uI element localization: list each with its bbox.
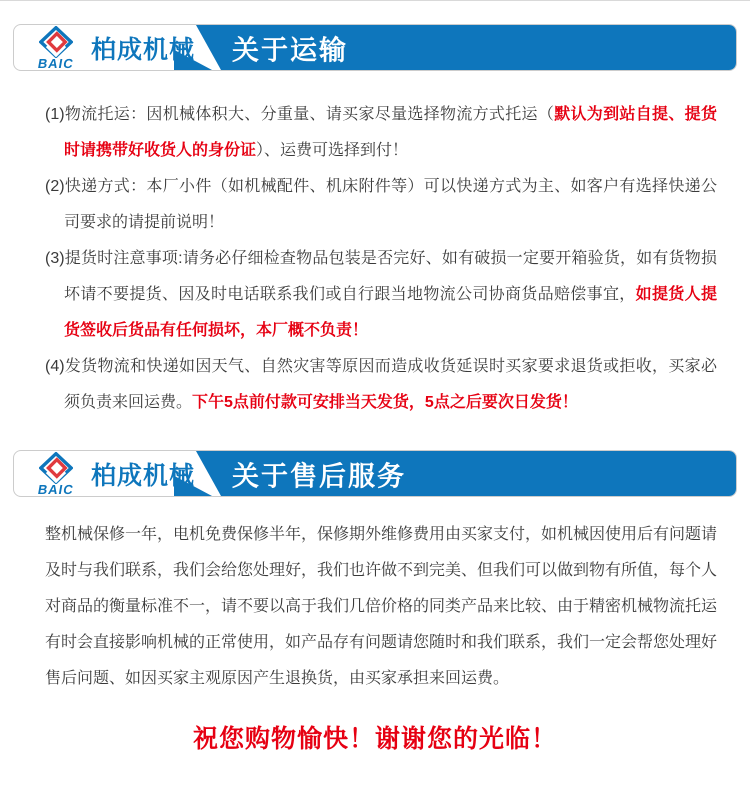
shipping-items bbox=[0, 71, 750, 427]
brand-diamond-icon bbox=[39, 452, 73, 484]
shipping-item bbox=[45, 169, 717, 241]
brand-name: 柏成机械 bbox=[91, 35, 196, 64]
item-text-segment: 物流托运：因机械体积大、分重量、请买家尽量选择物流方式托运（ bbox=[64, 106, 555, 123]
item-text-segment: 快递方式：本厂小件（如机械配件、机床附件等）可以快递方式为主、如客户有选择快递公司要求的请提前说明！ bbox=[64, 178, 717, 231]
item-number: (3) bbox=[45, 250, 65, 267]
item-text-segment: 默认为到站自提、提货时请携带好收货人的身份证 bbox=[64, 106, 717, 159]
item-text-segment: ）、运费可选择到付！ bbox=[256, 142, 409, 159]
section-banner-shipping bbox=[13, 24, 737, 71]
item-text-segment: 提货时注意事项:请务必仔细检查物品包装是否完好、如有破损一定要开箱验货，如有货物损坏请不要提货、因及时电话联系我们或自行跟当地物流公司协商货品赔偿事宜， bbox=[64, 250, 717, 303]
item-number: (1) bbox=[45, 106, 65, 123]
brand-area bbox=[30, 451, 195, 496]
brand-name: 柏成机械 bbox=[91, 461, 196, 490]
brand-logo-text: BAIC bbox=[36, 481, 76, 497]
aftersales-paragraph: 整机械保修一年，电机免费保修半年，保修期外维修费用由买家支付，如机械因使用后有问题请及时与我们联系，我们会给您处理好，我们也许做不到完美、但我们可以做到物有所值，每个人对商品的衡量标准不一，请不要以高于我们几倍价格的同类产品来比较、由于精密机械物流托运有时会直接影响机械的正常使用，如产品存有问题请您随时和我们联系，我们一定会帮您处理好售后问题、如因买家主观原因产生退换货，由买家承担来回运费。 bbox=[45, 526, 718, 687]
brand-logo bbox=[30, 26, 82, 70]
item-number: (2) bbox=[45, 178, 65, 195]
item-text-segment: 发货物流和快递如因天气、自然灾害等原因而造成收货延误时买家要求退货或拒收，买家必须负责来回运费。 bbox=[64, 358, 717, 411]
section-banner-aftersales bbox=[13, 450, 737, 497]
item-number: (4) bbox=[45, 358, 65, 375]
shipping-item bbox=[45, 349, 717, 421]
brand-logo-text: BAIC bbox=[36, 55, 76, 71]
shipping-item bbox=[45, 97, 717, 169]
brand-diamond-icon bbox=[39, 26, 73, 58]
brand-area bbox=[30, 25, 195, 70]
section-title-aftersales: 关于售后服务 bbox=[232, 461, 406, 491]
shipping-item bbox=[45, 241, 717, 349]
item-text-segment: 如提货人提货签收后货品有任何损坏，本厂概不负责！ bbox=[64, 286, 717, 339]
closing-message: 祝您购物愉快！谢谢您的光临！ bbox=[192, 725, 557, 753]
brand-logo bbox=[30, 452, 82, 496]
section-title-shipping: 关于运输 bbox=[232, 35, 348, 65]
item-text-segment: 下午5点前付款可安排当天发货，5点之后要次日发货！ bbox=[192, 394, 578, 411]
